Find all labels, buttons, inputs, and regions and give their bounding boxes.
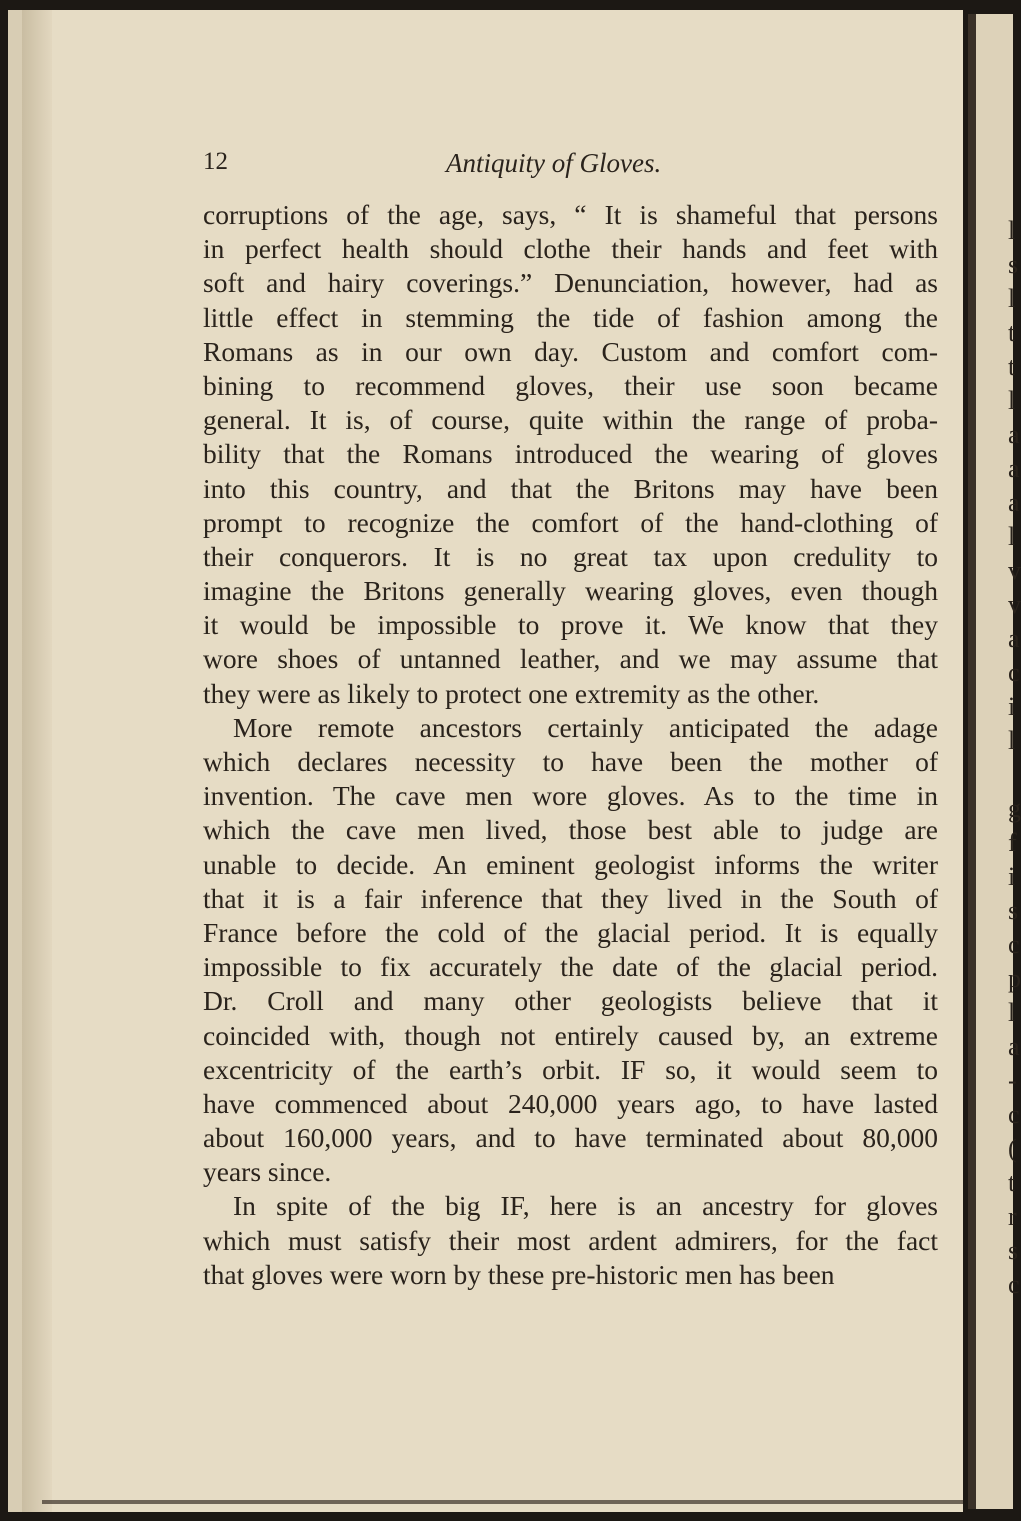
adjacent-page-letter: s — [1008, 250, 1019, 279]
adjacent-page-letter: r — [1008, 1202, 1017, 1231]
adjacent-page-edge — [968, 14, 1021, 1509]
text-line: corruptions of the age, says, “ It is shameful that persons — [203, 199, 938, 230]
text-line: Romans as in our own day. Custom and comfort com- — [203, 335, 938, 367]
adjacent-page-letter: c — [1008, 1100, 1020, 1129]
text-line: which declares necessity to have been the mother of — [203, 746, 938, 777]
paragraph — [203, 1189, 938, 1292]
adjacent-page-letter: s — [1008, 1236, 1019, 1265]
text-line: France before the cold of the glacial period. It is equally — [203, 916, 938, 948]
text-line: coincided with, though not entirely caused by, an extreme — [203, 1019, 938, 1051]
page-number: 12 — [203, 148, 228, 175]
paragraph — [203, 198, 938, 711]
adjacent-page-letter: a — [1008, 454, 1020, 483]
text-line: impossible to fix accurately the date of the glacial period. — [203, 951, 938, 983]
text-line: general. It is, of course, quite within the range of proba- — [203, 404, 938, 436]
adjacent-page-letter — [1008, 758, 1021, 792]
text-line: bining to recommend gloves, their use soon became — [203, 369, 938, 401]
text-line: imagine the Britons generally wearing gloves, even though — [203, 575, 938, 607]
paragraph — [203, 711, 938, 1190]
text-line: unable to decide. An eminent geologist informs the writer — [203, 848, 938, 880]
adjacent-page-letter: c — [1008, 930, 1020, 959]
adjacent-page-letter: a — [1008, 488, 1020, 517]
text-line: bility that the Romans introduced the wearing of gloves — [203, 438, 938, 470]
text-line: have commenced about 240,000 years ago, to have lasted — [203, 1087, 938, 1119]
text-line: Dr. Croll and many other geologists believe that it — [203, 985, 938, 1017]
adjacent-page-letter: p — [1008, 964, 1021, 993]
text-line: into this country, and that the Britons may have been — [203, 472, 938, 504]
adjacent-page-letter: i — [1008, 862, 1016, 891]
text-line: More remote ancestors certainly anticipated the adage — [233, 711, 938, 743]
text-line: wore shoes of untanned leather, and we may assume that — [203, 643, 938, 675]
adjacent-page-letter: a — [1008, 624, 1020, 653]
adjacent-page-letter: f — [1008, 828, 1017, 857]
adjacent-page-letter: a — [1008, 420, 1020, 449]
text-line: that gloves were worn by these pre-historic men has been — [203, 1258, 835, 1290]
adjacent-page-letter: l — [1008, 726, 1016, 755]
text-line: which the cave men lived, those best able to judge are — [203, 814, 938, 846]
adjacent-page-letter: a — [1008, 1032, 1020, 1061]
adjacent-page-letter: ( — [1008, 1134, 1017, 1163]
adjacent-page-letter: l — [1008, 216, 1016, 245]
adjacent-page-letter: t — [1008, 352, 1016, 381]
adjacent-page-letter: l — [1008, 386, 1016, 415]
adjacent-page-letter: l — [1008, 998, 1016, 1027]
text-line: it would be impossible to prove it. We know that they — [203, 609, 938, 641]
adjacent-page-letter: l — [1008, 284, 1016, 313]
text-line: soft and hairy coverings.” Denunciation, however, had as — [203, 267, 938, 299]
text-line: invention. The cave men wore gloves. As to the time in — [203, 780, 938, 812]
text-line: in perfect health should clothe their hands and feet with — [203, 233, 938, 265]
page-header — [203, 148, 938, 184]
text-line: In spite of the big IF, here is an ancestry for gloves — [233, 1190, 938, 1222]
text-line: that it is a fair inference that they lived in the South of — [203, 882, 938, 914]
text-line: years since. — [203, 1156, 332, 1188]
adjacent-page-letters — [1008, 214, 1021, 1302]
adjacent-page-letter: l — [1008, 522, 1016, 551]
adjacent-page-letter: c — [1008, 658, 1020, 687]
running-title: Antiquity of Gloves. — [446, 148, 662, 178]
text-line: prompt to recognize the comfort of the hand-clothing of — [203, 506, 938, 538]
text-line: which must satisfy their most ardent admirers, for the fact — [203, 1224, 938, 1256]
text-line: excentricity of the earth’s orbit. IF so, it would seem to — [203, 1053, 938, 1085]
book-binding — [968, 14, 976, 1509]
adjacent-page-letter: i — [1008, 692, 1016, 721]
adjacent-page-letter: c — [1008, 1270, 1020, 1299]
page-bottom-edge — [42, 1500, 963, 1504]
adjacent-page-letter: v — [1008, 590, 1021, 619]
page-gutter-shadow — [22, 10, 52, 1512]
adjacent-page-letter: s — [1008, 896, 1019, 925]
adjacent-page-letter: t — [1008, 318, 1016, 347]
text-line: their conquerors. It is no great tax upon credulity to — [203, 540, 938, 572]
body-text — [203, 198, 938, 1292]
adjacent-page-letter: g — [1008, 794, 1021, 823]
adjacent-page-letter: t — [1008, 1168, 1016, 1197]
adjacent-page-letter: v — [1008, 556, 1021, 585]
text-line: about 160,000 years, and to have terminated about 80,000 — [203, 1122, 938, 1154]
adjacent-page-letter: - — [1008, 1066, 1017, 1095]
text-line: little effect in stemming the tide of fashion among the — [203, 301, 938, 333]
text-line: they were as likely to protect one extremity as the other. — [203, 677, 820, 709]
